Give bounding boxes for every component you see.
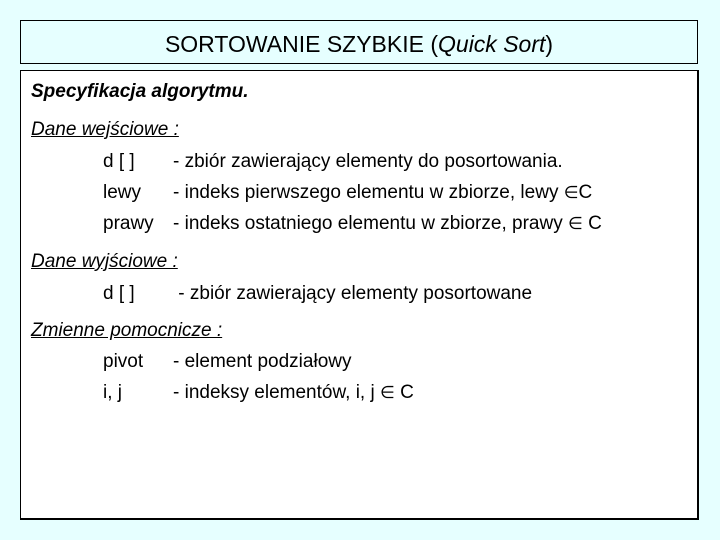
slide-title [20, 20, 698, 64]
var-desc: - indeks pierwszego elementu w zbiorze, lewy [173, 182, 564, 203]
spec-heading: Specyfikacja algorytmu. [31, 81, 249, 102]
var-name: d [ ] [103, 283, 135, 304]
set-name: C [394, 382, 414, 403]
var-desc: - indeksy elementów, i, j [173, 382, 380, 403]
var-name: prawy [103, 213, 154, 234]
content-panel [20, 70, 699, 520]
title-italic: Quick Sort [438, 31, 546, 57]
helper-row-pivot [103, 351, 351, 373]
element-of-symbol: ∈ [379, 383, 395, 402]
var-desc: - zbiór zawierający elementy posortowane [173, 283, 533, 304]
set-name: C [578, 182, 593, 203]
input-row-lewy [103, 182, 592, 204]
element-of-symbol: ∈ [567, 214, 583, 233]
output-row-d [103, 283, 532, 305]
var-name: d [ ] [103, 151, 135, 172]
var-name: i, j [103, 382, 122, 403]
var-name: lewy [103, 182, 142, 203]
var-desc: - element podziałowy [173, 351, 352, 372]
input-row-prawy [103, 213, 602, 235]
var-name: pivot [103, 351, 144, 372]
element-of-symbol: ∈ [563, 183, 579, 202]
set-name: C [582, 213, 602, 234]
helpers-heading: Zmienne pomocnicze : [31, 320, 223, 341]
title-end: ) [545, 31, 554, 57]
title-text: SORTOWANIE SZYBKIE ( [164, 31, 439, 57]
outputs-heading: Dane wyjściowe : [31, 251, 178, 272]
input-row-d [103, 151, 563, 173]
var-desc: - zbiór zawierający elementy do posortowania. [173, 151, 563, 172]
helper-row-ij [103, 382, 414, 404]
var-desc: - indeks ostatniego elementu w zbiorze, prawy [173, 213, 568, 234]
inputs-heading: Dane wejściowe : [31, 119, 179, 140]
